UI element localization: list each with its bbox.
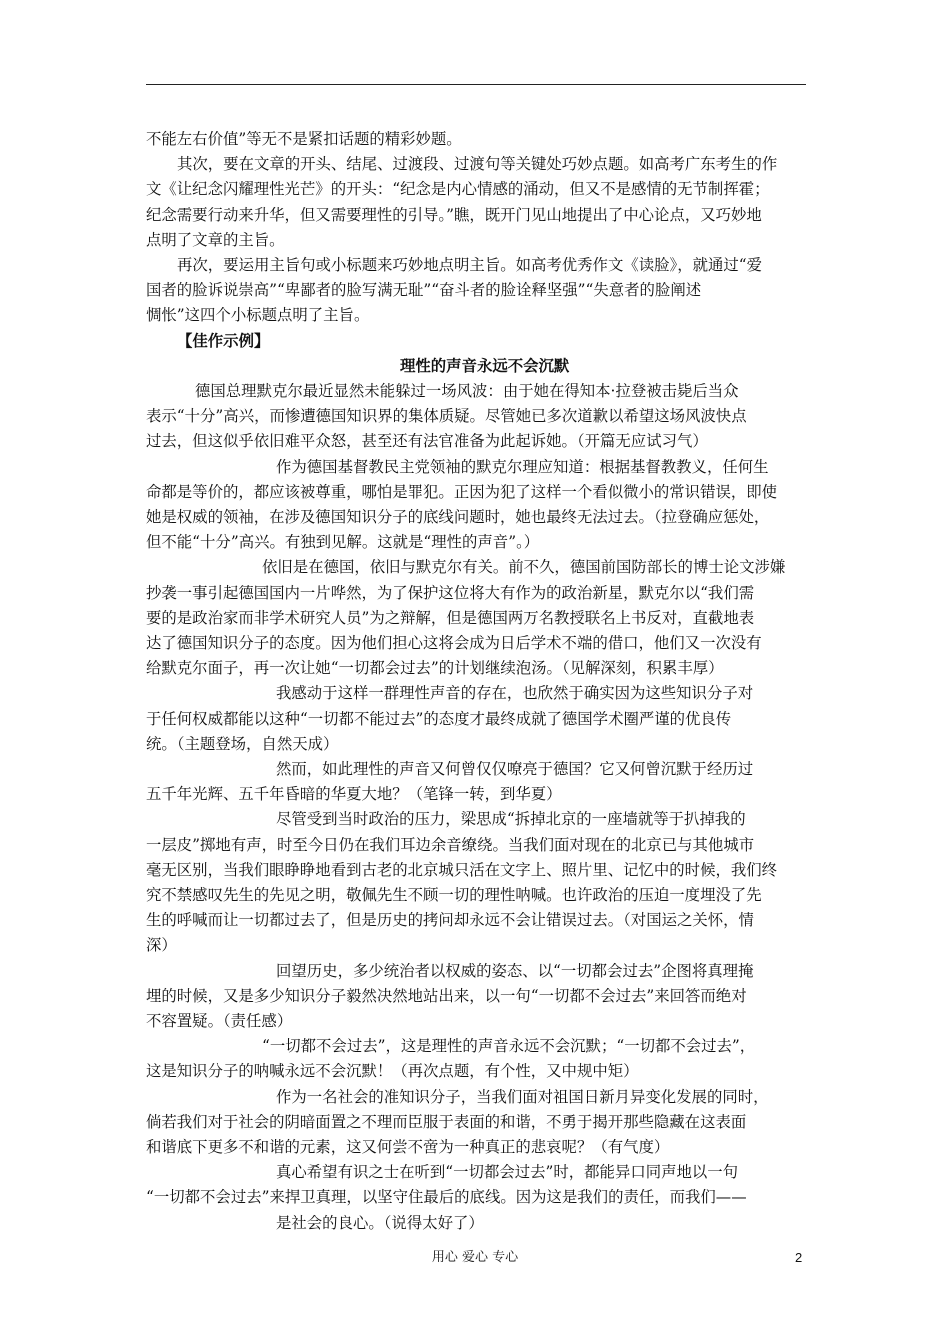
body-line: 要的是政治家而非学术研究人员”为之辩解，但是德国两万名教授联名上书反对，直截地表	[146, 608, 755, 627]
body-line: 达了德国知识分子的态度。因为他们担心这将会成为日后学术不端的借口，他们又一次没有	[146, 634, 762, 652]
body-line: 于任何权威都能以这种“一切都不能过去”的态度才最终成就了德国学术圈严谨的优良传	[146, 709, 732, 728]
body-line: 回望历史，多少统治者以权威的姿态、以“一切都会过去”企图将真理掩	[276, 961, 754, 980]
body-line: 文《让纪念闪耀理性光芒》的开头：“纪念是内心情感的涌动，但又不是感情的无节制挥霍；	[146, 180, 770, 199]
body-line: 作为一名社会的准知识分子，当我们面对祖国日新月异变化发展的同时，	[276, 1087, 769, 1106]
body-line: 德国总理默克尔最近显然未能躲过一场风波：由于她在得知本·拉登被击毙后当众	[195, 382, 739, 400]
body-line: 一层皮”掷地有声，时至今日仍在我们耳边余音缭绕。当我们面对现在的北京已与其他城市	[146, 835, 755, 854]
body-line: “一切都不会过去”，这是理性的声音永远不会沉默；“一切都不会过去”，	[262, 1037, 756, 1056]
body-line: 国者的脸诉说崇高”“卑鄙者的脸写满无耻”“奋斗者的脸诠释坚强”“失意者的脸阐述	[146, 281, 702, 300]
body-line: 这是知识分子的呐喊永远不会沉默！（再次点题，有个性，又中规中矩）	[146, 1062, 639, 1081]
body-line: 不容置疑。（责任感）	[146, 1012, 293, 1030]
body-line: 点明了文章的主旨。	[146, 230, 285, 249]
body-line: 毫无区别，当我们眼睁睁地看到古老的北京城只活在文字上、照片里、记忆中的时候，我们终	[146, 860, 778, 879]
page-number: 2	[795, 1250, 803, 1265]
body-line: 作为德国基督教民主党领袖的默克尔理应知道：根据基督教教义，任何生	[276, 457, 769, 476]
body-line: 真心希望有识之士在听到“一切都会过去”时，都能异口同声地以一句	[276, 1163, 739, 1182]
body-line: 表示“十分”高兴，而惨遭德国知识界的集体质疑。尽管她已多次道歉以希望这场风波快点	[146, 407, 747, 426]
body-line: 不能左右价值”等无不是紧扣话题的精彩妙题。	[146, 130, 462, 148]
body-line: 过去，但这似乎依旧难平众怒，甚至还有法官准备为此起诉她。（开篇无应试习气）	[146, 432, 708, 451]
body-line: 然而，如此理性的声音又何曾仅仅嘹亮于德国？它又何曾沉默于经历过	[276, 760, 754, 778]
section-heading: 【佳作示例】	[177, 331, 270, 350]
body-line: 她是权威的领袖，在涉及德国知识分子的底线问题时，她也最终无法过去。（拉登确应惩处，	[146, 508, 770, 526]
body-line: 再次，要运用主旨句或小标题来巧妙地点明主旨。如高考优秀作文《读脸》，就通过“爱	[177, 256, 763, 274]
essay-title: 理性的声音永远不会沉默	[400, 356, 570, 375]
body-line: 和谐底下更多不和谐的元素，这又何尝不啻为一种真正的悲哀呢？（有气度）	[146, 1138, 670, 1156]
body-line: 其次，要在文章的开头、结尾、过渡段、过渡句等关键处巧妙点题。如高考广东考生的作	[177, 155, 778, 174]
body-line: 五千年光辉、五千年昏暗的华夏大地？（笔锋一转，到华夏）	[146, 785, 562, 804]
body-line: 倘若我们对于社会的阴暗面置之不理而臣服于表面的和谐，不勇于揭开那些隐藏在这表面	[146, 1112, 747, 1131]
body-line: “一切都不会过去”来捍卫真理，以坚守住最后的底线。因为这是我们的责任，而我们——	[146, 1188, 747, 1207]
body-line: 纪念需要行动来升华，但又需要理性的引导。”瞧，既开门见山地提出了中心论点，又巧妙地	[146, 205, 762, 224]
body-line: 尽管受到当时政治的压力，梁思成“拆掉北京的一座墙就等于扒掉我的	[276, 810, 746, 829]
body-line: 统。（主题登场，自然天成）	[146, 734, 339, 753]
body-line: 深）	[146, 936, 177, 955]
body-line: 埋的时候，又是多少知识分子毅然决然地站出来，以一句“一切都不会过去”来回答而绝对	[146, 986, 747, 1005]
body-line: 惆怅”这四个小标题点明了主旨。	[146, 306, 370, 325]
body-line: 是社会的良心。（说得太好了）	[276, 1213, 484, 1232]
body-line: 给默克尔面子，再一次让她“一切都会过去”的计划继续泡汤。（见解深刻，积累丰厚）	[146, 659, 724, 678]
body-line: 命都是等价的，都应该被尊重，哪怕是罪犯。正因为犯了这样一个看似微小的常识错误，即使	[146, 482, 778, 501]
body-line: 生的呼喊而让一切都过去了，但是历史的拷问却永远不会让错误过去。（对国运之关怀，情	[146, 911, 754, 930]
body-line: 抄袭一事引起德国国内一片哗然，为了保护这位将大有作为的政治新星，默克尔以“我们需	[146, 583, 755, 602]
header-rule	[146, 84, 806, 85]
footer-motto: 用心 爱心 专心	[431, 1250, 519, 1265]
body-line: 但不能“十分”高兴。有独到见解。这就是“理性的声音”。）	[146, 533, 540, 552]
body-line: 依旧是在德国，依旧与默克尔有关。前不久，德国前国防部长的博士论文涉嫌	[262, 558, 786, 577]
body-line: 究不禁感叹先生的先见之明，敬佩先生不顾一切的理性呐喊。也许政治的压迫一度埋没了先	[146, 886, 762, 904]
body-line: 我感动于这样一群理性声音的存在，也欣然于确实因为这些知识分子对	[276, 684, 754, 703]
